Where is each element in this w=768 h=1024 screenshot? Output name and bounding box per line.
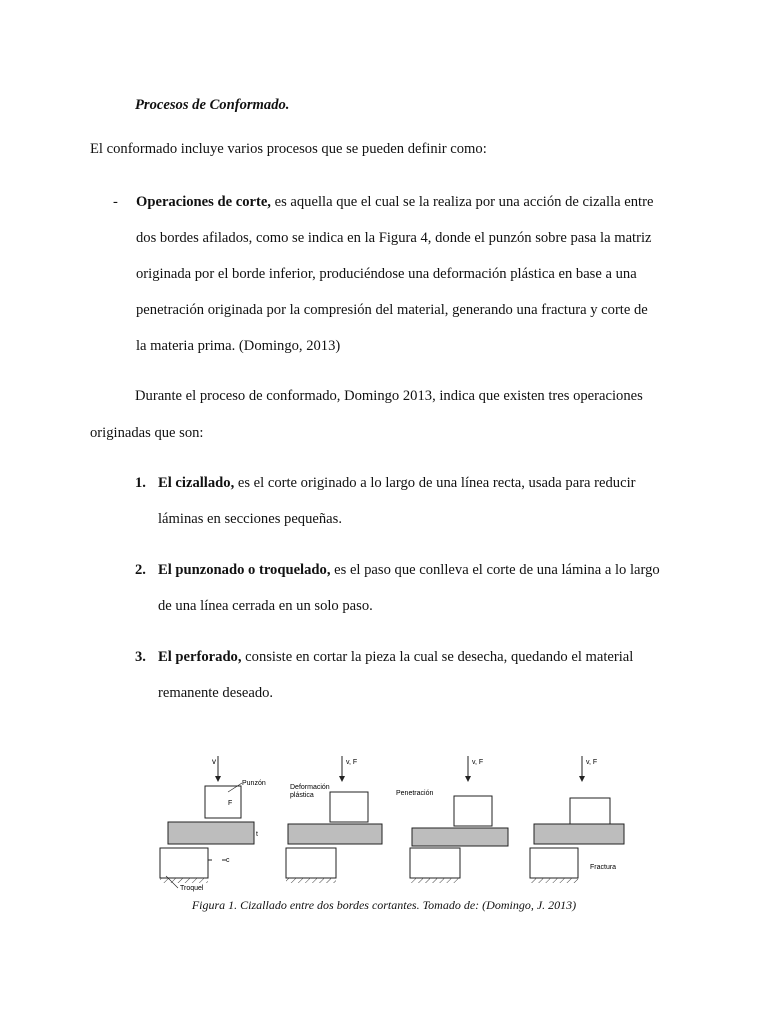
deformacion-label-2: plástica <box>290 792 314 799</box>
item-number-1: 1. <box>135 475 146 491</box>
panel-1 <box>160 756 266 892</box>
bullet-marker: - <box>113 194 118 210</box>
velocity-label-1: v <box>212 757 216 766</box>
section-title: Procesos de Conformado. <box>135 97 290 113</box>
penetracion-label: Penetración <box>396 790 434 797</box>
item-1-term: El cizallado, <box>158 475 235 491</box>
item-1-line-1 <box>158 474 636 492</box>
item-number-2: 2. <box>135 562 146 578</box>
bullet-line-5: la materia prima. (Domingo, 2013) <box>136 338 341 354</box>
item-number-3: 3. <box>135 649 146 665</box>
panel-4 <box>530 756 624 883</box>
figure-caption: Figura 1. Cizallado entre dos bordes cortantes. Tomado de: (Domingo, J. 2013) <box>191 898 577 912</box>
thickness-label: t <box>256 831 258 838</box>
paragraph-line-2: originadas que son: <box>90 425 204 441</box>
deformacion-label-1: Deformación <box>290 784 330 791</box>
item-3-line-1 <box>158 648 633 666</box>
paragraph-line-1: Durante el proceso de conformado, Domingo 2013, indica que existen tres operaciones <box>135 388 643 404</box>
bullet-term: Operaciones de corte, <box>136 194 271 210</box>
item-3-line-2: remanente deseado. <box>158 685 274 701</box>
item-1-text: es el corte originado a lo largo de una línea recta, usada para reducir <box>234 475 636 491</box>
fractura-label: Fractura <box>590 864 617 871</box>
item-2-term: El punzonado o troquelado, <box>158 562 331 578</box>
bullet-line-3: originada por el borde inferior, produciéndose una deformación plástica en base a una <box>136 266 637 282</box>
item-3-term: El perforado, <box>158 649 242 665</box>
item-2-text: es el paso que conlleva el corte de una lámina a lo largo <box>330 562 660 578</box>
force-label: F <box>228 800 233 807</box>
item-2-line-2: de una línea cerrada en un solo paso. <box>158 598 373 614</box>
punzon-label: Punzón <box>242 780 266 787</box>
clearance-label: c <box>226 857 230 864</box>
item-1-line-2: láminas en secciones pequeñas. <box>158 511 342 527</box>
velocity-force-label-3: v, F <box>472 759 484 766</box>
bullet-line-1 <box>136 193 653 211</box>
panel-3 <box>396 756 508 883</box>
item-2-line-1 <box>158 561 660 579</box>
intro-paragraph: El conformado incluye varios procesos que se pueden definir como: <box>90 141 487 157</box>
troquel-label: Troquel <box>180 885 204 892</box>
item-3-text: consiste en cortar la pieza la cual se desecha, quedando el material <box>241 649 634 665</box>
bullet-line-2: dos bordes afilados, como se indica en la Figura 4, donde el punzón sobre pasa la matriz <box>136 230 652 246</box>
bullet-line-4: penetración originada por la compresión del material, generando una fractura y corte de <box>136 302 648 318</box>
velocity-force-label-4: v, F <box>586 759 598 766</box>
shearing-figure <box>150 748 630 894</box>
bullet-text: es aquella que el cual se la realiza por una acción de cizalla entre <box>270 194 654 210</box>
velocity-force-label-2: v, F <box>346 759 358 766</box>
panel-2 <box>286 756 382 883</box>
